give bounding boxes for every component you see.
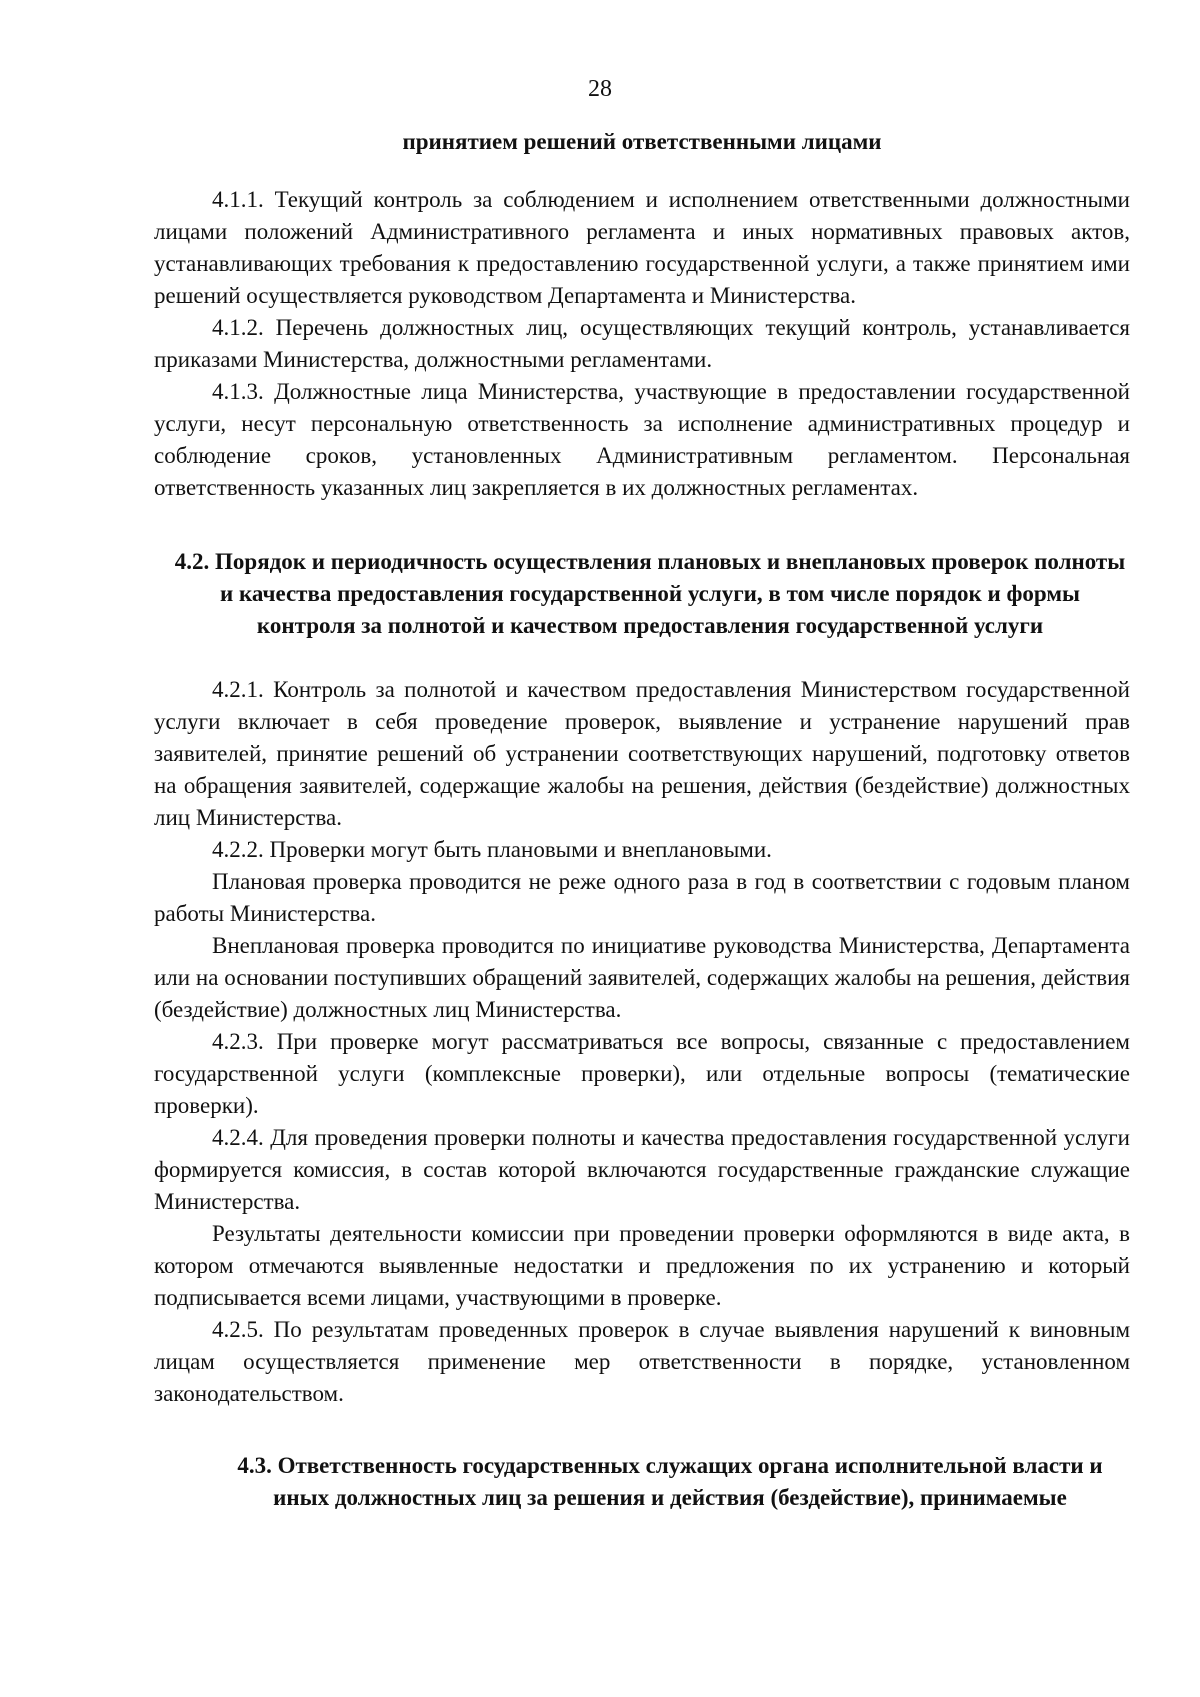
paragraph-4-1-3: 4.1.3. Должностные лица Министерства, участвующие в предоставлении государственной услуги, несут персональную ответственность за исполнение административных процедур и соблюдение сроков, установленных Административным регламентом. Персональная ответственность указанных лиц закрепляется в их должностных регламентах. (154, 379, 1130, 500)
paragraph-4-2-4: 4.2.4. Для проведения проверки полноты и качества предоставления государственной услуги формируется комиссия, в состав которой включаются государственные гражданские служащие Министерства. (154, 1125, 1130, 1214)
section-4-2-heading: 4.2. Порядок и периодичность осуществления плановых и внеплановых проверок полноты и качества предоставления государственной услуги, в том числе порядок и формы контроля за полнотой и качеством предоставления государственной услуги (174, 549, 1126, 638)
paragraph-4-2-2: 4.2.2. Проверки могут быть плановыми и внеплановыми. (212, 837, 772, 862)
continued-heading: принятием решений ответственными лицами (402, 129, 882, 154)
paragraph-4-1-1: 4.1.1. Текущий контроль за соблюдением и исполнением ответственными должностными лицами положений Административного регламента и иных нормативных правовых актов, устанавливающих требования к предоставлению государственной услуги, а также принятием ими решений осуществляется руководством Департамента и Министерства. (154, 187, 1130, 308)
paragraph-commission-results: Результаты деятельности комиссии при проведении проверки оформляются в виде акта, в котором отмечаются выявленные недостатки и предложения по их устранению и который подписывается всеми лицами, участвующими в проверке. (154, 1221, 1130, 1310)
paragraph-planned-inspection: Плановая проверка проводится не реже одного раза в год в соответствии с годовым планом работы Министерства. (154, 869, 1130, 926)
paragraph-4-2-1: 4.2.1. Контроль за полнотой и качеством предоставления Министерством государственной услуги включает в себя проведение проверок, выявление и устранение нарушений прав заявителей, принятие решений об устранении соответствующих нарушений, подготовку ответов на обращения заявителей, содержащие жалобы на решения, действия (бездействие) должностных лиц Министерства. (154, 677, 1130, 830)
paragraph-4-2-5: 4.2.5. По результатам проведенных проверок в случае выявления нарушений к виновным лицам осуществляется применение мер ответственности в порядке, установленном законодательством. (154, 1317, 1130, 1406)
paragraph-unplanned-inspection: Внеплановая проверка проводится по инициативе руководства Министерства, Департамента или на основании поступивших обращений заявителей, содержащих жалобы на решения, действия (бездействие) должностных лиц Министерства. (154, 933, 1130, 1022)
page-number: 28 (588, 76, 612, 102)
section-4-3-heading: 4.3. Ответственность государственных служащих органа исполнительной власти и иных должностных лиц за решения и действия (бездействие), принимаемые (237, 1453, 1103, 1510)
document-body (154, 126, 1130, 1514)
paragraph-4-2-3: 4.2.3. При проверке могут рассматриваться все вопросы, связанные с предоставлением государственной услуги (комплексные проверки), или отдельные вопросы (тематические проверки). (154, 1029, 1130, 1118)
paragraph-4-1-2: 4.1.2. Перечень должностных лиц, осуществляющих текущий контроль, устанавливается приказами Министерства, должностными регламентами. (154, 315, 1130, 372)
